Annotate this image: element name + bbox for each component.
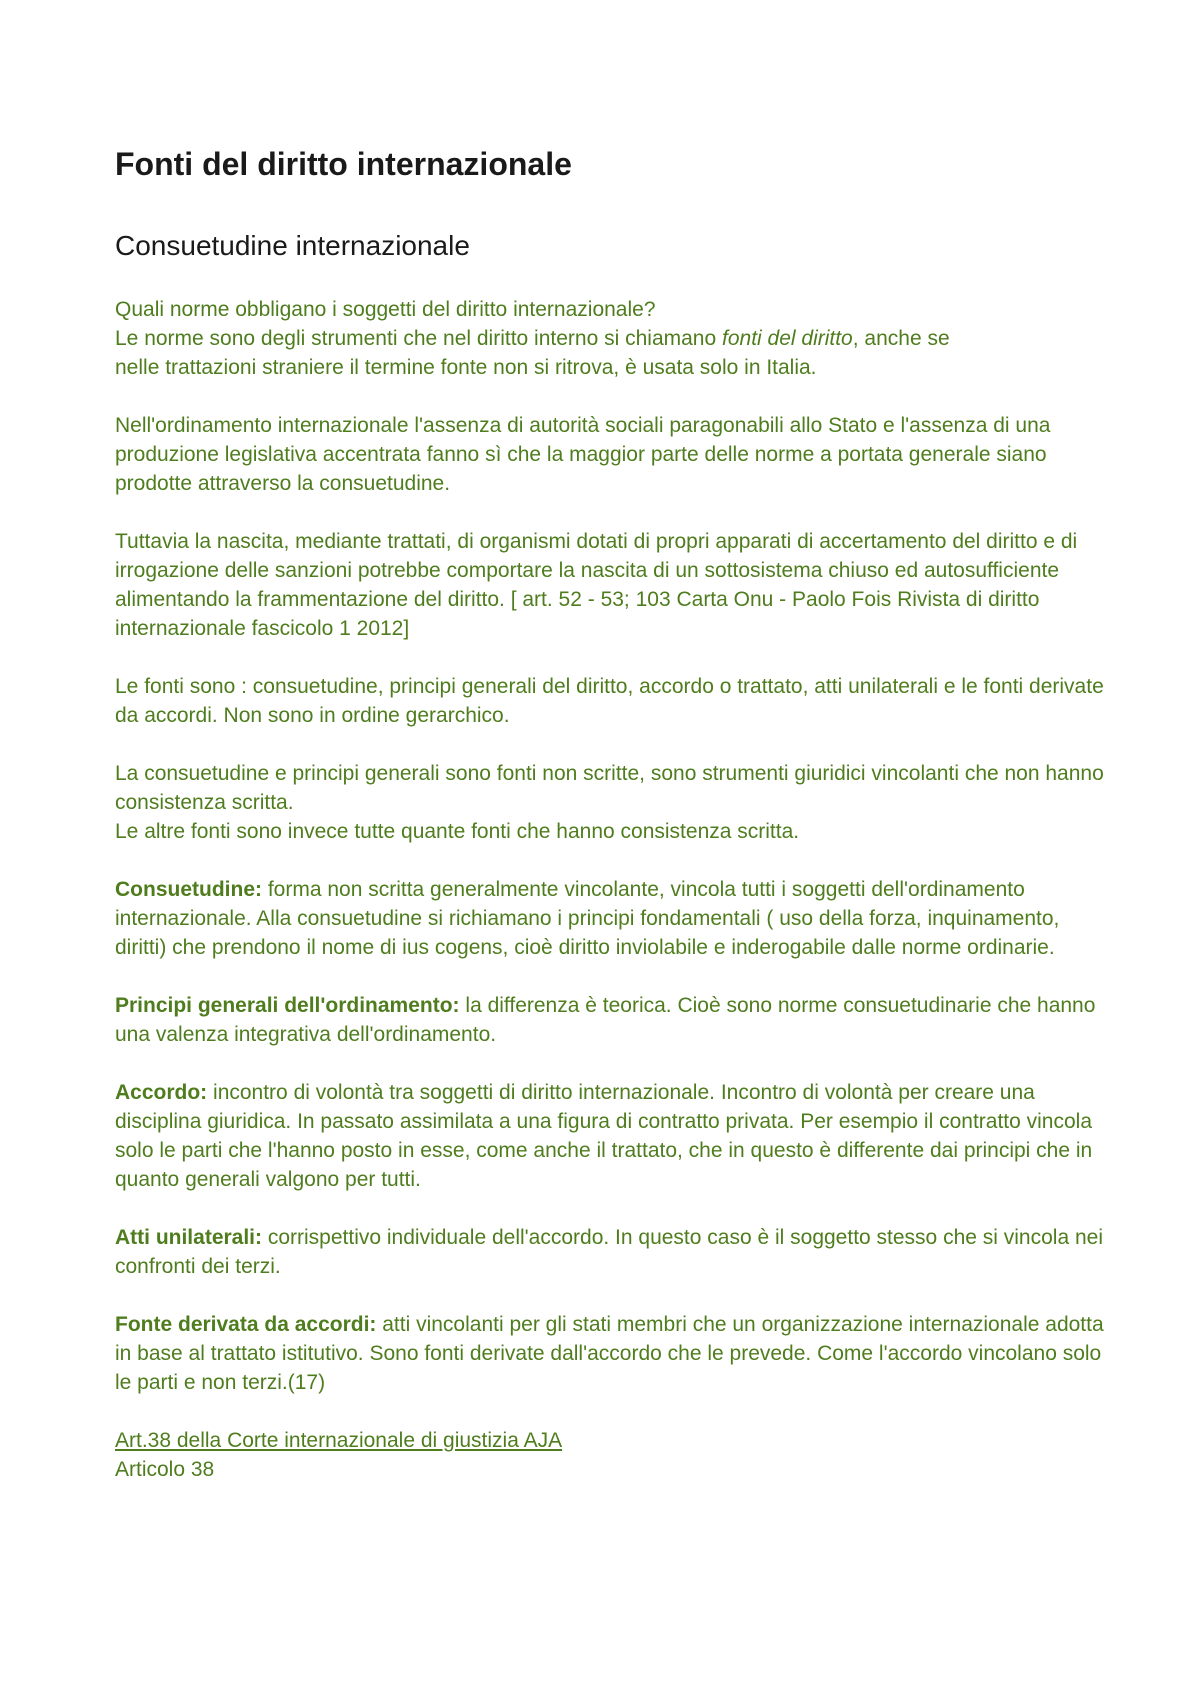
definition-fonte-derivata [115, 1310, 1105, 1397]
definition-atti-unilaterali [115, 1223, 1105, 1281]
page-title: Fonti del diritto internazionale [115, 146, 572, 182]
intro-line-a-text: Le norme sono degli strumenti che nel diritto interno si chiamano [115, 327, 722, 350]
paragraph-frammentazione: Tuttavia la nascita, mediante trattati, di organismi dotati di propri apparati di accertamento del diritto e di irrogazione delle sanzioni potrebbe comportare la nascita di un sottosistema chiuso ed autosufficiente alimentando la frammentazione del diritto. [ art. 52 - 53; 103 Carta Onu - Paolo Fois Rivista di diritto internazionale fascicolo 1 2012] [115, 530, 1078, 640]
paragraph-elenco-fonti: Le fonti sono : consuetudine, principi generali del diritto, accordo o trattato, atti unilaterali e le fonti derivate da accordi. Non sono in ordine gerarchico. [115, 675, 1104, 727]
intro-question: Quali norme obbligano i soggetti del diritto internazionale? [115, 298, 656, 321]
definition-text: la differenza è teorica. Cioè sono norme consuetudinarie che hanno una valenza integrativa dell'ordinamento. [115, 994, 1096, 1046]
paragraph-fonti-scritte [115, 759, 1105, 846]
intro-block [115, 295, 1105, 382]
intro-emphasis: fonti del diritto [722, 327, 853, 350]
definition-text: incontro di volontà tra soggetti di diritto internazionale. Incontro di volontà per creare una disciplina giuridica. In passato assimilata a una figura di contratto privata. Per esempio il contratto vincola solo le parti che l'hanno posto in esse, come anche il trattato, che in questo è differente dai principi che in quanto generali valgono per tutti. [115, 1081, 1093, 1191]
article-38-link[interactable]: Art.38 della Corte internazionale di giustizia AJA [115, 1429, 563, 1452]
definition-term: Accordo: [115, 1081, 208, 1104]
definition-text: atti vincolanti per gli stati membri che un organizzazione internazionale adotta in base al trattato istitutivo. Sono fonti derivate dall'accordo che le prevede. Come l'accordo vincolano solo le parti e non terzi.(17) [115, 1313, 1104, 1394]
document-page [115, 140, 1105, 1484]
definition-text: forma non scritta generalmente vincolante, vincola tutti i soggetti dell'ordinamento internazionale. Alla consuetudine si richiamano i principi fondamentali ( uso della forza, inquinamento, diritti) che prendono il nome di ius cogens, cioè diritto inviolabile e inderogabile dalle norme ordinarie. [115, 878, 1060, 959]
intro-line-b: nelle trattazioni straniere il termine fonte non si ritrova, è usata solo in Italia. [115, 356, 817, 379]
definition-accordo [115, 1078, 1105, 1194]
definition-term: Principi generali dell'ordinamento: [115, 994, 460, 1017]
reference-block [115, 1426, 1105, 1484]
paragraph-fonti-non-scritte: La consuetudine e principi generali sono fonti non scritte, sono strumenti giuridici vincolanti che non hanno consistenza scritta. [115, 762, 1104, 814]
definition-term: Consuetudine: [115, 878, 262, 901]
article-label: Articolo 38 [115, 1458, 215, 1481]
paragraph-altre-fonti: Le altre fonti sono invece tutte quante fonti che hanno consistenza scritta. [115, 820, 800, 843]
definition-term: Fonte derivata da accordi: [115, 1313, 377, 1336]
definition-principi [115, 991, 1105, 1049]
section-heading: Consuetudine internazionale [115, 230, 470, 261]
definition-consuetudine [115, 875, 1105, 962]
intro-line-a [115, 324, 1105, 353]
definition-text: corrispettivo individuale dell'accordo. In questo caso è il soggetto stesso che si vincola nei confronti dei terzi. [115, 1226, 1103, 1278]
definition-term: Atti unilaterali: [115, 1226, 263, 1249]
paragraph-ordinamento: Nell'ordinamento internazionale l'assenza di autorità sociali paragonabili allo Stato e l'assenza di una produzione legislativa accentrata fanno sì che la maggior parte delle norme a portata generale siano prodotte attraverso la consuetudine. [115, 414, 1051, 495]
intro-line-a-rest: , anche se [852, 327, 950, 350]
